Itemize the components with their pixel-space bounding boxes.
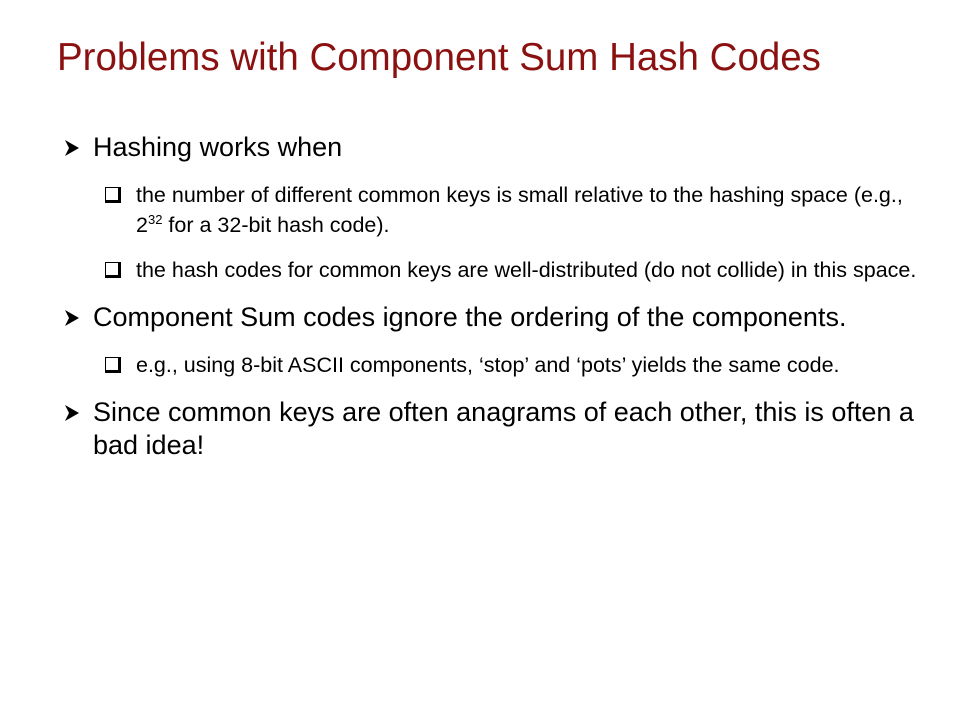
sub-bullet-list bbox=[105, 180, 924, 285]
bullet-text: Component Sum codes ignore the ordering of the components. bbox=[93, 302, 847, 332]
sub-bullet-item bbox=[105, 350, 924, 380]
bullet-item bbox=[64, 396, 924, 462]
bullet-item bbox=[64, 131, 924, 285]
hollow-square-icon bbox=[105, 187, 121, 203]
sub-bullet-list bbox=[105, 350, 924, 380]
bullet-item bbox=[64, 301, 924, 380]
bullet-text: Since common keys are often anagrams of each other, this is often a bad idea! bbox=[93, 397, 914, 460]
sub-bullet-text-part: the number of different common keys is small relative to the hashing space (e.g., 2 bbox=[136, 183, 903, 237]
sub-bullet-text: e.g., using 8-bit ASCII components, ‘stop’ and ‘pots’ yields the same code. bbox=[136, 353, 840, 377]
sub-bullet-text: the hash codes for common keys are well-distributed (do not collide) in this space. bbox=[136, 258, 917, 282]
arrow-head-icon bbox=[64, 139, 80, 157]
hollow-square-icon bbox=[105, 262, 121, 278]
slide-title: Problems with Component Sum Hash Codes bbox=[57, 36, 821, 79]
sub-bullet-text bbox=[136, 183, 903, 237]
sub-bullet-text-part: for a 32-bit hash code). bbox=[162, 213, 390, 237]
arrow-head-icon bbox=[64, 404, 80, 422]
arrow-head-icon bbox=[64, 309, 80, 327]
sub-bullet-item bbox=[105, 180, 924, 240]
bullet-text: Hashing works when bbox=[93, 132, 343, 162]
exponent: 32 bbox=[147, 211, 163, 227]
hollow-square-icon bbox=[105, 357, 121, 373]
slide-content bbox=[64, 131, 924, 478]
sub-bullet-item bbox=[105, 255, 924, 285]
